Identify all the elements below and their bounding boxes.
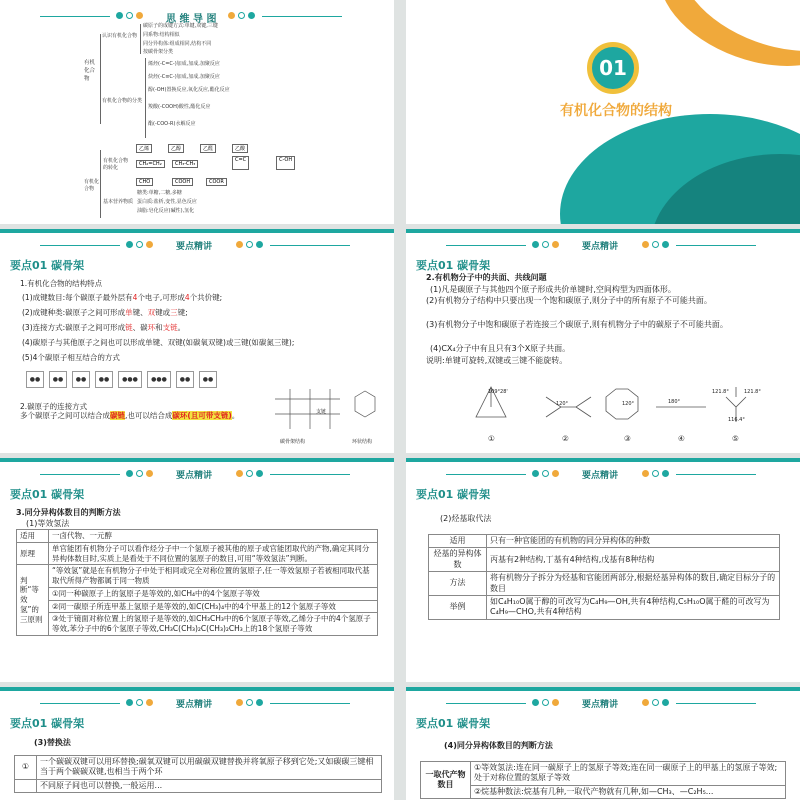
- table-row: 原理 单官能团有机物分子可以看作烃分子中一个氢原子被其他的原子或官能团取代的产物,确定其同分异构体数目时,实质上是看处于不同位置的氢原子的数目,可用“等效氢法”判断。: [17, 542, 378, 565]
- method-sub: (4)同分异构体数目的判断方法: [444, 741, 553, 750]
- slide-isomer-count[interactable]: [406, 687, 800, 800]
- header-text: 要点精讲: [176, 471, 213, 481]
- note: 说明:单键可旋转,双键或三键不能旋转。: [426, 356, 568, 365]
- header-dots: [116, 12, 143, 19]
- table-row: ③处于镜面对称位置上的氢原子是等效的,如CH₃CH₃中的6个氢原子等效,乙烯分子中的4个氢原子等效,苯分子中的6个氢原子等效,CH₃C(CH₃)₂C(CH₃)₂CH₃上的18个氢原子等效: [17, 613, 378, 636]
- chain-box: COOR: [206, 178, 227, 186]
- substitution-table: [14, 755, 382, 793]
- header-text: 要点精讲: [582, 242, 619, 252]
- chain-box: 乙醛: [200, 144, 216, 153]
- top-bar: [0, 229, 394, 233]
- section-title: 要点01 碳骨架: [10, 717, 85, 730]
- mindmap-title: 思 维 导 图: [166, 14, 217, 25]
- branch-item: 烯烃(-C=C-)加成,加成,加聚反应: [148, 61, 220, 67]
- table-row: 方法 将有机物分子拆分为烃基和官能团两部分,根据烃基异构体的数目,确定目标分子的数目: [429, 572, 780, 596]
- point-1: (1)成键数目:每个碳原子最外层有4个电子,可形成4个共价键;: [22, 293, 223, 302]
- fig-label: 碳骨架结构: [280, 439, 306, 445]
- branch-item: 炔烃(-C≡C-)加成,加成,加聚反应: [148, 74, 220, 80]
- section-title: 要点01 碳骨架: [10, 488, 85, 501]
- method-sub: (2)烃基取代法: [440, 514, 492, 523]
- molecule-diagrams: [466, 377, 766, 432]
- angle-label: 120°: [622, 401, 635, 407]
- branch-line: [100, 150, 101, 218]
- chain-box: 乙醇: [168, 144, 184, 153]
- chain-box: CHO: [136, 178, 153, 186]
- angle-label: 121.8°: [712, 389, 729, 395]
- chain-box: 乙酸: [232, 144, 248, 153]
- table-row: 一取代产物数目 ①等效氢法:连在同一碳原子上的氢原子等效;连在同一碳原子上的甲基上的氢原子等效;处于对称位置的氢原子等效: [421, 762, 786, 786]
- slide-header: [0, 467, 394, 483]
- alkyl-table: [428, 534, 780, 620]
- fig-num: ④: [678, 434, 685, 443]
- section-title: 要点01 碳骨架: [416, 259, 491, 272]
- point-4: (4)碳原子与其他原子之间也可以形成单键、双键(如碳氧双键)或三键(如碳氮三键);: [22, 338, 295, 347]
- slide-header: [0, 696, 394, 712]
- slide-carbon-skeleton-2[interactable]: [406, 229, 800, 453]
- mindmap-root: 有机化合物: [84, 60, 96, 82]
- branch-item: 醇(-OH)置换反应,氧化反应,酯化反应: [148, 87, 230, 93]
- chain-box: 乙烯: [136, 144, 152, 153]
- branch-line: [140, 24, 141, 54]
- table-row: 适用 只有一种官能团的有机物的同分异构体的种数: [429, 535, 780, 548]
- branch-item: 同分异构体:组成相同,结构不同: [143, 41, 212, 47]
- table-row: 不同原子间也可以替换,一般运用...: [15, 779, 382, 792]
- table-row: ②同一碳原子所连甲基上氢原子是等效的,如C(CH₃)₄中的4个甲基上的12个氢原子等效: [17, 600, 378, 613]
- branch-item: 糖类:单糖,二糖,多糖: [137, 190, 182, 196]
- header-line: [262, 16, 342, 17]
- point-5: (5)4个碳原子相互结合的方式: [22, 353, 120, 362]
- angle-label: 121.8°: [744, 389, 761, 395]
- chain-box: C-OH: [276, 156, 295, 170]
- slide-mindmap[interactable]: [0, 0, 394, 224]
- point-3: (3)连接方式:碳原子之间可形成链、碳环和支链。: [22, 323, 186, 332]
- slide-header: [406, 467, 800, 483]
- table-row: 判断“等效氢”的三原则 “等效氢”就是在有机物分子中处于相同或完全对称位置的氢原子,任一等效氢原子若被相同取代基取代所得产物都属于同一物质: [17, 565, 378, 588]
- fig-label: 环状结构: [352, 439, 373, 445]
- chain-box: CH₃-CH₃: [172, 160, 198, 168]
- point-4: (4)CX₄分子中有且只有3个X原子共面。: [430, 344, 571, 353]
- point-2: (2)有机物分子结构中只要出现一个饱和碳原子,则分子中的所有原子不可能共面。: [426, 296, 712, 305]
- point-heading: 1.有机化合物的结构特点: [20, 279, 103, 288]
- slide-header: [406, 238, 800, 254]
- slide-chapter-cover[interactable]: [406, 0, 800, 224]
- fig-num: ⑤: [732, 434, 739, 443]
- section-title: 要点01 碳骨架: [10, 259, 85, 272]
- branch-item: 油脂:皂化反应(碱性),氢化: [137, 208, 195, 214]
- branch-item: 同系物:结构相似: [143, 32, 180, 38]
- point-2: (2)成键种类:碳原子之间可形成单键、双键或三键;: [22, 308, 188, 317]
- branch-4: 基本营养物质: [103, 199, 134, 205]
- branch-line: [145, 58, 146, 138]
- branch-3: 有机化合物的转化: [103, 158, 129, 171]
- header-text: 要点精讲: [582, 471, 619, 481]
- section-title: 要点01 碳骨架: [416, 717, 491, 730]
- fig-num: ①: [488, 434, 495, 443]
- angle-label: 109°28': [488, 389, 508, 395]
- method-sub: (1)等效氢法: [26, 519, 70, 528]
- slide-isomer-substitution[interactable]: [0, 687, 394, 800]
- table-row: 烃基的异构体数 丙基有2种结构,丁基有4种结构,戊基有8种结构: [429, 548, 780, 572]
- slide-isomer-equivalent-h[interactable]: [0, 458, 394, 682]
- table-row: 适用 一卤代物、一元醇: [17, 530, 378, 543]
- header-text: 要点精讲: [176, 242, 213, 252]
- chapter-title: 有机化合物的结构: [560, 103, 672, 119]
- section-title: 要点01 碳骨架: [416, 488, 491, 501]
- header-text: 要点精讲: [582, 700, 619, 710]
- branch-line: [100, 34, 101, 124]
- fig-label: 支链: [316, 409, 327, 415]
- point-heading: 2.有机物分子中的共面、共线问题: [426, 273, 547, 282]
- point-1: (1)凡是碳原子与其他四个原子形成共价单键时,空间构型为四面体形。: [430, 285, 676, 294]
- chain-box: CH₂=CH₂: [136, 160, 165, 168]
- method-heading: 3.同分异构体数目的判断方法: [16, 508, 121, 517]
- table-row: ① 一个碳碳双键可以用环替换;碳氧双键可以用碳碳双键替换并将氧原子移到它处;又如碳碳三键相当于两个碳碳双键,也相当于两个环: [15, 756, 382, 780]
- branch-1: 认识有机化合物: [102, 33, 138, 39]
- table-row: ①同一种碳原子上的氢原子是等效的,如CH₄中的4个氢原子等效: [17, 587, 378, 600]
- header-text: 要点精讲: [176, 700, 213, 710]
- header-line: [40, 16, 110, 17]
- point-3: (3)有机物分子中饱和碳原子若连接三个碳原子,则有机物分子中的碳原子不可能共面。: [426, 320, 728, 329]
- chain-box: COOH: [172, 178, 193, 186]
- method-sub: (3)替换法: [34, 738, 71, 747]
- table-row: ②烷基种数法:烷基有几种,一取代产物就有几种,如—CH₃、—C₂H₅...: [421, 785, 786, 798]
- isomer-count-table: [420, 761, 786, 799]
- header-dots: [228, 12, 255, 19]
- table-row: 举例 如C₄H₁₀O属于醇的可改写为C₄H₉—OH,共有4种结构,C₅H₁₀O属于醛的可改写为C₄H₉—CHO,共有4种结构: [429, 595, 780, 619]
- slide-header: [0, 238, 394, 254]
- fig-num: ③: [624, 434, 631, 443]
- slide-header: [406, 696, 800, 712]
- branch-item: 羧酸(-COOH)酸性,酯化反应: [148, 104, 211, 110]
- branch-item: 按碳骨架分类: [143, 49, 174, 55]
- branch-item: 碳原子的成键方式:单键,双键,三键: [143, 23, 218, 29]
- slide-isomer-alkyl[interactable]: [406, 458, 800, 682]
- slide-carbon-skeleton-1[interactable]: [0, 229, 394, 453]
- carbon-arrangements: ●● ●● ●● ●● ●●● ●●● ●● ●●: [26, 371, 217, 388]
- chain-box: C=C: [232, 156, 249, 170]
- branch-2: 有机化合物的分类: [102, 98, 143, 104]
- fig-num: ②: [562, 434, 569, 443]
- branch-item: 酯(-COO-R)水解反应: [148, 121, 196, 127]
- equivalent-h-table: [16, 529, 378, 636]
- angle-label: 120°: [556, 401, 569, 407]
- branch-item: 蛋白质:盐析,变性,显色反应: [137, 199, 197, 205]
- point-heading-2: 2.碳原子的连接方式: [20, 402, 88, 411]
- angle-label: 116.4°: [728, 417, 745, 423]
- chapter-number: 01: [587, 42, 639, 94]
- connection-line: 多个碳原子之间可以结合成碳链,也可以结合成碳环(且可带支链)。: [20, 411, 240, 420]
- mindmap-root-2: 有机化合物: [84, 179, 100, 192]
- angle-label: 180°: [668, 399, 681, 405]
